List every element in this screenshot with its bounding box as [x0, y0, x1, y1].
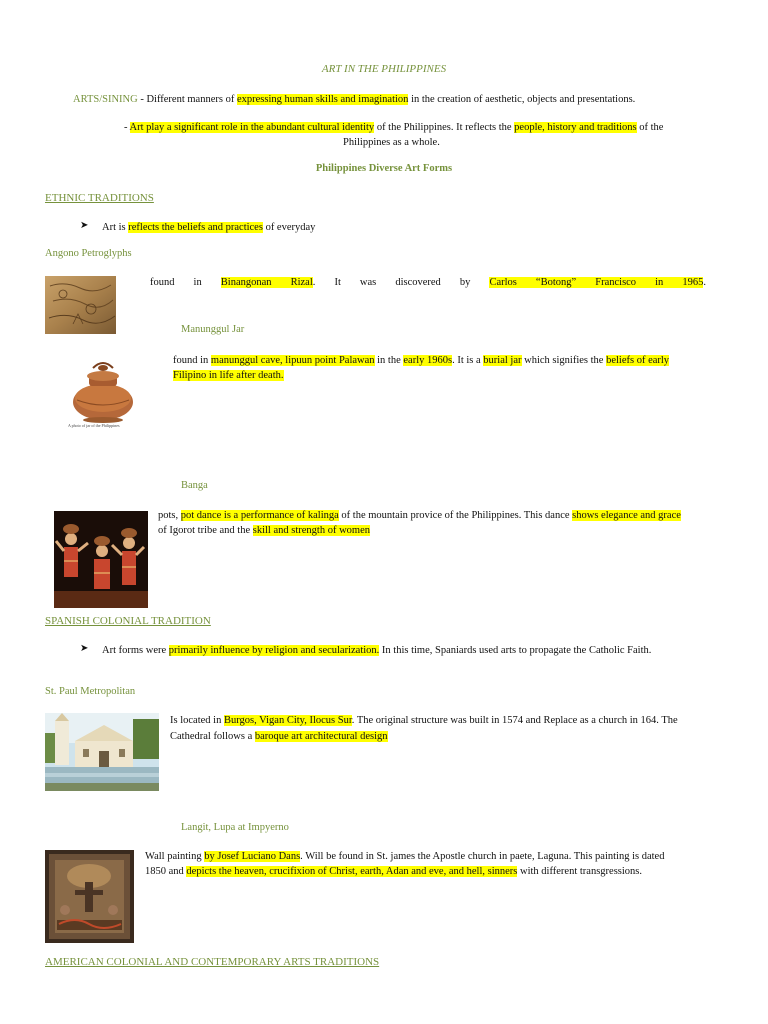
intro-paragraph-2 — [124, 120, 724, 135]
highlight-text: pot dance is a performance of kalinga — [180, 510, 339, 521]
label-angono-petroglyphs: Angono Petroglyphs — [45, 248, 132, 259]
bullet-text: of everyday — [262, 222, 316, 233]
highlight-text: primarily influence by religion and secularization. — [168, 645, 380, 656]
body-text: . Will be found in St. james the Apostle church in paete, Laguna. This painting is dated — [300, 851, 665, 862]
highlight-text: Burgos, Vigan City, Ilocus Sur — [223, 715, 352, 726]
highlight-text: by Josef Luciano Dans — [204, 851, 301, 862]
body-text: pots, — [158, 510, 181, 521]
highlight-text: depicts the heaven, crucifixion of Christ, earth, Adan and eve, and hell, sinners — [186, 866, 518, 877]
spanish-bullet-text — [102, 643, 742, 658]
body-text: . — [703, 277, 706, 288]
st-paul-cathedral-image — [45, 713, 159, 791]
highlight-text: shows elegance and grace — [572, 510, 681, 521]
highlight-text: people, history and traditions — [514, 122, 637, 133]
banga-text-line2 — [158, 523, 370, 538]
highlight-text: Carlos “Botong” Francisco in 1965 — [489, 277, 704, 288]
highlight-text: skill and strength of women — [252, 525, 370, 536]
body-text: in the — [374, 355, 404, 366]
manunggul-text — [173, 353, 733, 368]
heading-american-colonial: AMERICAN COLONIAL AND CONTEMPORARY ARTS TRADITIONS — [45, 956, 380, 968]
langit-text — [145, 849, 740, 864]
body-text: found in — [150, 277, 221, 288]
label-st-paul-metropolitan: St. Paul Metropolitan — [45, 686, 136, 697]
intro-paragraph-2-line2: Philippines as a whole. — [343, 137, 440, 148]
langit-lupa-painting-image — [45, 850, 134, 943]
arrowhead-bullet-icon: ➤ — [80, 643, 89, 654]
highlight-text: Art play a significant role in the abundant cultural identity — [129, 122, 375, 133]
intro-paragraph-1 — [73, 92, 733, 107]
heading-ethnic-traditions: ETHNIC TRADITIONS — [45, 192, 154, 204]
body-text: found in — [173, 355, 211, 366]
arrowhead-bullet-icon: ➤ — [80, 220, 89, 231]
jar-image-caption: A photo of jar of the Philippines — [68, 423, 120, 428]
manunggul-text-line2 — [173, 368, 284, 383]
label-banga: Banga — [181, 480, 208, 491]
banga-text — [158, 508, 733, 523]
langit-text-line2 — [145, 864, 740, 879]
ethnic-bullet-text — [102, 220, 315, 235]
manunggul-jar-image — [67, 354, 140, 428]
angono-text — [150, 275, 706, 290]
intro-text: - Different manners of — [137, 94, 237, 105]
label-langit-lupa-impyerno: Langit, Lupa at Impyerno — [181, 822, 289, 833]
highlight-text: burial jar — [483, 355, 522, 366]
intro-text: in the creation of aesthetic, objects and presentations. — [408, 94, 636, 105]
intro-text: of the Philippines. It reflects the — [374, 122, 515, 133]
section-subtitle: Philippines Diverse Art Forms — [315, 163, 453, 174]
highlight-text: Binangonan Rizal — [220, 277, 313, 288]
label-manunggul-jar: Manunggul Jar — [181, 324, 245, 335]
bullet-text: Art is — [102, 222, 129, 233]
st-paul-text-line2 — [170, 729, 388, 744]
body-text: of Igorot tribe and the — [158, 525, 253, 536]
highlight-text: Filipino in life after death. — [173, 370, 284, 381]
body-text: . The original structure was built in 1574 and Replace as a church in 164. The — [351, 715, 678, 726]
st-paul-text — [170, 713, 730, 728]
body-text: of the mountain provice of the Philippines. This dance — [338, 510, 573, 521]
body-text: Wall painting — [145, 851, 205, 862]
highlight-text: manunggul cave, lipuun point Palawan — [210, 355, 375, 366]
intro-text: of the — [636, 122, 664, 133]
highlight-text: beliefs of early — [606, 355, 670, 366]
highlight-text: early 1960s — [403, 355, 453, 366]
highlight-text: baroque art architectural design — [254, 731, 388, 742]
angono-petroglyphs-image — [45, 276, 116, 334]
body-text: 1850 and — [145, 866, 187, 877]
page-title: ART IN THE PHILIPPINES — [321, 63, 447, 75]
body-text: Is located in — [170, 715, 224, 726]
heading-spanish-colonial: SPANISH COLONIAL TRADITION — [45, 615, 211, 627]
banga-dance-image — [54, 511, 148, 608]
highlight-text: expressing human skills and imagination — [236, 94, 409, 105]
body-text: . It was discovered by — [312, 277, 490, 288]
body-text: Cathedral follows a — [170, 731, 255, 742]
body-text: . It is a — [452, 355, 484, 366]
highlight-text: reflects the beliefs and practices — [128, 222, 263, 233]
bullet-text: In this time, Spaniards used arts to propagate the Catholic Faith. — [379, 645, 652, 656]
dash: - — [124, 122, 130, 133]
body-text: with different transgressions. — [517, 866, 642, 877]
arts-sining-term: ARTS/SINING — [73, 94, 138, 105]
bullet-text: Art forms were — [102, 645, 169, 656]
body-text: which signifies the — [521, 355, 607, 366]
